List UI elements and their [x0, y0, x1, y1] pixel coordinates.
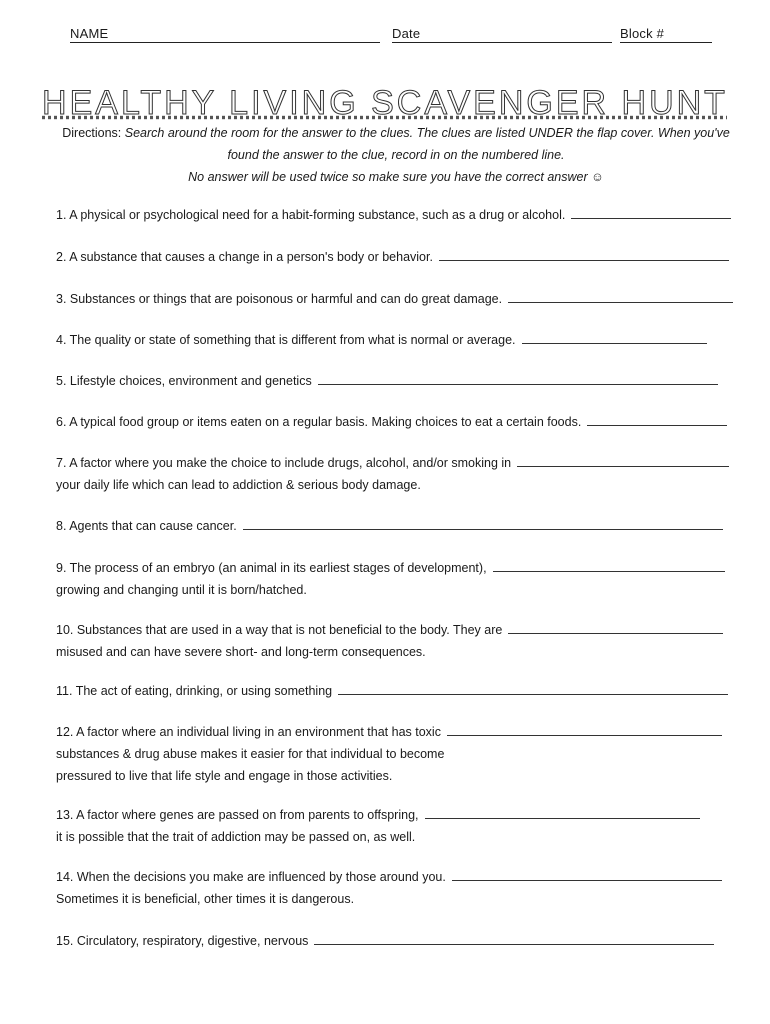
question-text: 15. Circulatory, respiratory, digestive, nervous: [56, 934, 309, 948]
answer-line[interactable]: [314, 932, 714, 945]
answer-line[interactable]: [439, 248, 729, 261]
question-text: 13. A factor where genes are passed on from parents to offspring,: [56, 808, 419, 822]
answer-line[interactable]: [425, 806, 700, 819]
question-text: 8. Agents that can cause cancer.: [56, 519, 237, 533]
question-text: 7. A factor where you make the choice to include drugs, alcohol, and/or smoking in: [56, 456, 512, 470]
question-item: [56, 515, 736, 537]
name-label: NAME: [70, 26, 109, 41]
answer-line[interactable]: [318, 372, 718, 385]
directions: [56, 122, 736, 188]
question-item: [56, 930, 736, 952]
question-text: 9. The process of an embryo (an animal in its earliest stages of development),: [56, 561, 487, 575]
answer-line[interactable]: [517, 454, 729, 467]
question-text: 14. When the decisions you make are influenced by those around you.: [56, 870, 446, 884]
directions-line2: No answer will be used twice so make sure you have the correct answer ☺: [188, 170, 604, 184]
name-line[interactable]: [70, 42, 380, 43]
question-text: 6. A typical food group or items eaten on a regular basis. Making choices to eat a certain foods.: [56, 415, 582, 429]
question-item: [56, 329, 736, 351]
question-text: 10. Substances that are used in a way that is not beneficial to the body. They are: [56, 623, 503, 637]
question-text-continued: Sometimes it is beneficial, other times it is dangerous.: [56, 892, 355, 906]
directions-line1: Search around the room for the answer to the clues. The clues are listed UNDER the flap cover. When you've found the answer to the clue, record in on the numbered line.: [124, 126, 730, 162]
answer-line[interactable]: [243, 517, 723, 530]
question-item: [56, 804, 736, 848]
question-item: [56, 619, 736, 663]
question-text-continued: growing and changing until it is born/hatched.: [56, 583, 307, 597]
answer-line[interactable]: [452, 868, 722, 881]
question-text: 1. A physical or psychological need for a habit-forming substance, such as a drug or alcohol.: [56, 208, 566, 222]
date-line[interactable]: [392, 42, 612, 43]
block-line[interactable]: [620, 42, 712, 43]
directions-label: Directions:: [62, 126, 122, 140]
question-item: [56, 557, 736, 601]
question-text-continued: it is possible that the trait of addiction may be passed on, as well.: [56, 830, 416, 844]
question-text: 5. Lifestyle choices, environment and genetics: [56, 374, 312, 388]
question-text: 11. The act of eating, drinking, or using something: [56, 684, 333, 698]
header-row: [0, 26, 770, 46]
answer-line[interactable]: [571, 206, 731, 219]
question-item: [56, 288, 736, 310]
block-label: Block #: [620, 26, 665, 41]
question-text-continued: substances & drug abuse makes it easier for that individual to become: [56, 747, 445, 761]
question-item: [56, 411, 736, 433]
answer-line[interactable]: [522, 331, 707, 344]
question-text: 12. A factor where an individual living in an environment that has toxic: [56, 725, 441, 739]
answer-line[interactable]: [338, 682, 728, 695]
question-text-continued: pressured to live that life style and engage in those activities.: [56, 769, 393, 783]
question-text-continued: your daily life which can lead to addiction & serious body damage.: [56, 478, 421, 492]
date-label: Date: [392, 26, 421, 41]
question-item: [56, 721, 736, 787]
question-item: [56, 370, 736, 392]
question-item: [56, 246, 736, 268]
question-item: [56, 204, 736, 226]
question-text: 4. The quality or state of something that is different from what is normal or average.: [56, 333, 516, 347]
answer-line[interactable]: [587, 413, 727, 426]
question-item: [56, 680, 736, 702]
answer-line[interactable]: [508, 290, 733, 303]
question-item: [56, 452, 736, 496]
question-text: 3. Substances or things that are poisonous or harmful and can do great damage.: [56, 292, 503, 306]
question-text: 2. A substance that causes a change in a person's body or behavior.: [56, 250, 433, 264]
answer-line[interactable]: [447, 723, 722, 736]
worksheet-title: HEALTHY LIVING SCAVENGER HUNT: [42, 84, 728, 122]
question-item: [56, 866, 736, 910]
question-text-continued: misused and can have severe short- and long-term consequences.: [56, 645, 426, 659]
answer-line[interactable]: [508, 621, 723, 634]
answer-line[interactable]: [493, 559, 725, 572]
